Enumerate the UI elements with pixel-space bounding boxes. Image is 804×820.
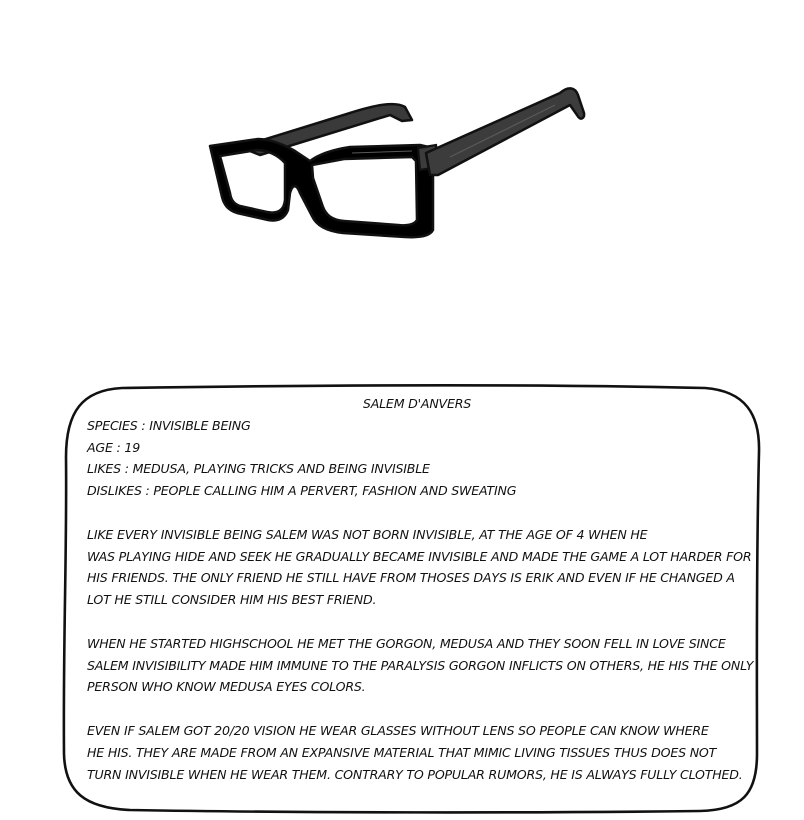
character-card <box>60 382 765 814</box>
glasses-near-temple <box>426 88 584 175</box>
fact-age: AGE : 19 <box>87 439 141 455</box>
fact-species: SPECIES : INVISIBLE BEING <box>87 417 251 433</box>
fact-dislikes: DISLIKES : PEOPLE CALLING HIM A PERVERT, FASHION AND SWEATING <box>87 483 517 499</box>
character-name: SALEM D'ANVERS <box>362 396 472 411</box>
bio-paragraph-2-line: WHEN HE STARTED HIGHSCHOOL HE MET THE GORGON, MEDUSA AND THEY SOON FELL IN LOVE SINCE <box>87 635 726 651</box>
bio-paragraph-1-line: HIS FRIENDS. THE ONLY FRIEND HE STILL HAVE FROM THOSES DAYS IS ERIK AND EVEN IF HE CHANGED A <box>87 570 735 586</box>
bio-paragraph-1-line: LIKE EVERY INVISIBLE BEING SALEM WAS NOT BORN INVISIBLE, AT THE AGE OF 4 WHEN HE <box>87 526 648 542</box>
bio-paragraph-3-line: HE HIS. THEY ARE MADE FROM AN EXPANSIVE MATERIAL THAT MIMIC LIVING TISSUES THUS DOES NOT <box>87 744 717 760</box>
glasses-frame <box>210 139 433 237</box>
bio-paragraph-3-line: TURN INVISIBLE WHEN HE WEAR THEM. CONTRARY TO POPULAR RUMORS, HE IS ALWAYS FULLY CLOTHED. <box>87 766 743 782</box>
bio-paragraph-1-line: WAS PLAYING HIDE AND SEEK HE GRADUALLY BECAME INVISIBLE AND MADE THE GAME A LOT HARDER FOR <box>87 548 752 564</box>
bio-paragraph-1-line: LOT HE STILL CONSIDER HIM HIS BEST FRIEND. <box>87 592 377 608</box>
fact-likes: LIKES : MEDUSA, PLAYING TRICKS AND BEING INVISIBLE <box>87 461 430 477</box>
card-text <box>87 393 754 785</box>
bio-paragraph-3-line: EVEN IF SALEM GOT 20/20 VISION HE WEAR GLASSES WITHOUT LENS SO PEOPLE CAN KNOW WHERE <box>87 722 709 738</box>
bio-paragraph-2-line: SALEM INVISIBILITY MADE HIM IMMUNE TO THE PARALYSIS GORGON INFLICTS ON OTHERS, HE HIS THE ONLY <box>87 657 754 673</box>
bio-paragraph-2-line: PERSON WHO KNOW MEDUSA EYES COLORS. <box>87 679 366 695</box>
glasses-icon <box>200 75 600 250</box>
